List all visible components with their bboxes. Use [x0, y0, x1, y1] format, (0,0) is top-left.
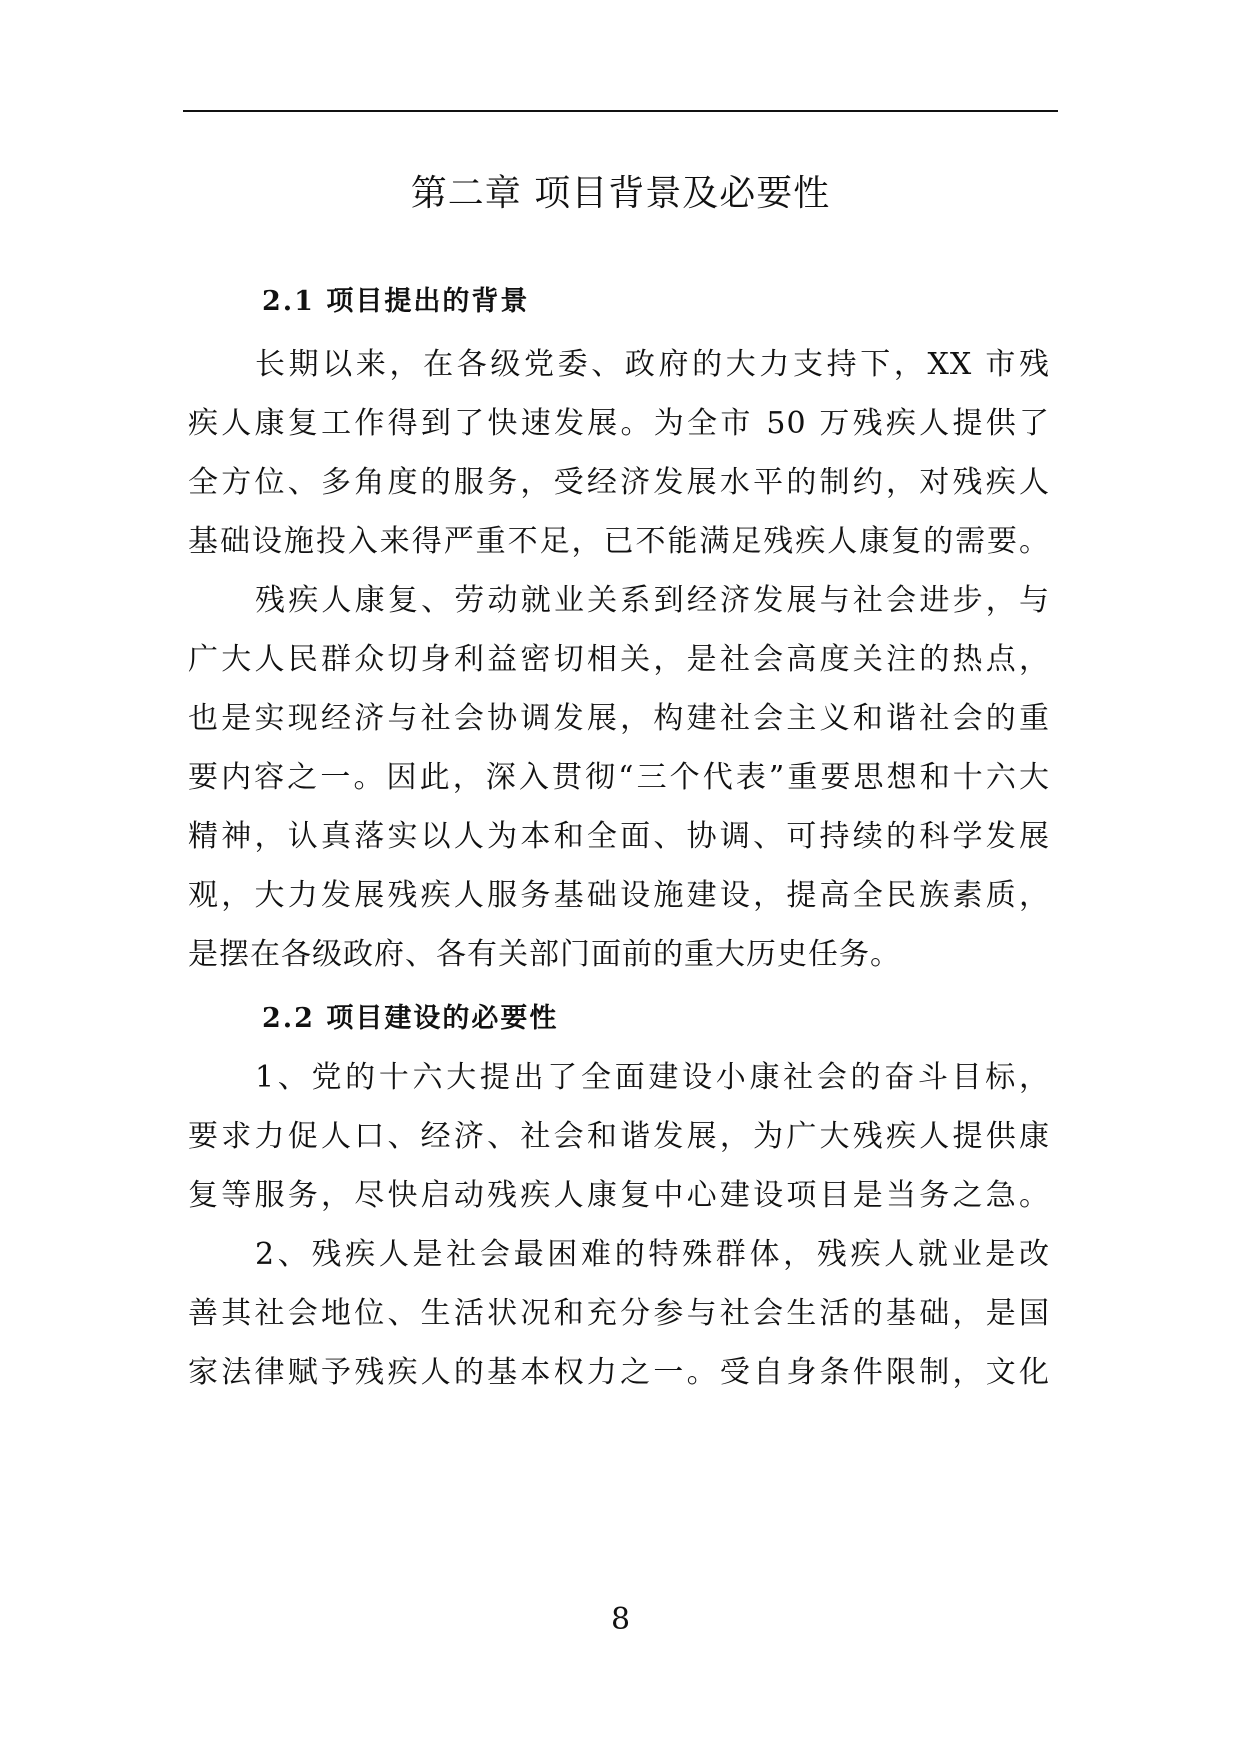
header-rule	[183, 110, 1058, 112]
paragraph-line: 精神，认真落实以人为本和全面、协调、可持续的科学发展	[188, 819, 1050, 854]
paragraph-line: 基础设施投入来得严重不足，已不能满足残疾人康复的需要。	[188, 524, 1050, 559]
paragraph-line: 要求力促人口、经济、社会和谐发展，为广大残疾人提供康	[188, 1119, 1050, 1154]
section-heading-2-1: 2.1 项目提出的背景	[262, 286, 530, 317]
paragraph-line: 2、残疾人是社会最困难的特殊群体，残疾人就业是改	[255, 1237, 1050, 1272]
paragraph-line: 广大人民群众切身利益密切相关，是社会高度关注的热点，	[188, 642, 1050, 677]
paragraph-line: 也是实现经济与社会协调发展，构建社会主义和谐社会的重	[188, 701, 1050, 736]
paragraph-line: 家法律赋予残疾人的基本权力之一。受自身条件限制，文化	[188, 1355, 1050, 1390]
paragraph-line: 1、党的十六大提出了全面建设小康社会的奋斗目标，	[255, 1060, 1050, 1095]
paragraph-line: 善其社会地位、生活状况和充分参与社会生活的基础，是国	[188, 1296, 1050, 1331]
paragraph-line: 复等服务，尽快启动残疾人康复中心建设项目是当务之急。	[188, 1178, 1050, 1213]
paragraph-line: 是摆在各级政府、各有关部门面前的重大历史任务。	[188, 937, 901, 972]
page-number: 8	[610, 1602, 631, 1637]
paragraph-line: 观，大力发展残疾人服务基础设施建设，提高全民族素质，	[188, 878, 1050, 913]
paragraph-line: 全方位、多角度的服务，受经济发展水平的制约，对残疾人	[188, 465, 1050, 500]
chapter-title: 第二章 项目背景及必要性	[410, 173, 831, 214]
paragraph-line: 长期以来，在各级党委、政府的大力支持下，XX 市残	[255, 347, 1050, 382]
section-heading-2-2: 2.2 项目建设的必要性	[262, 1003, 559, 1034]
paragraph-line: 残疾人康复、劳动就业关系到经济发展与社会进步，与	[255, 583, 1050, 618]
paragraph-line: 疾人康复工作得到了快速发展。为全市 50 万残疾人提供了	[188, 406, 1050, 441]
paragraph-line: 要内容之一。因此，深入贯彻“三个代表”重要思想和十六大	[188, 760, 1050, 795]
